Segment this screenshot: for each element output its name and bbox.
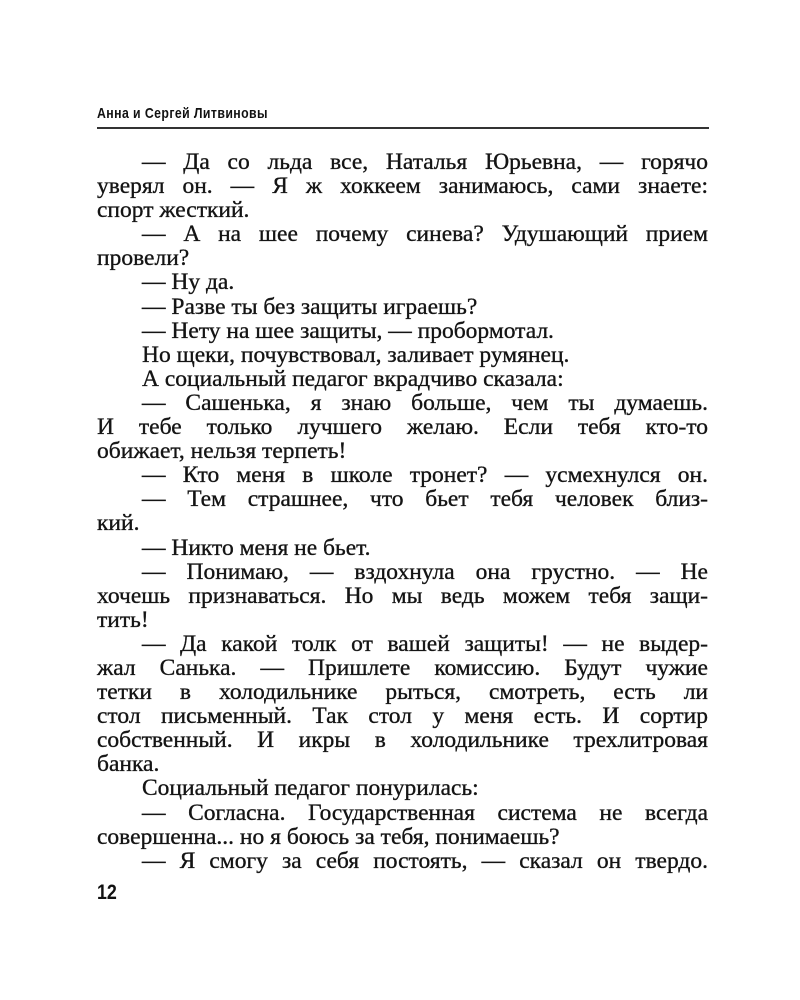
page-number: 12 <box>97 881 117 904</box>
text-line: Социальный педагог понурилась: <box>142 775 479 802</box>
text-line: — Согласна. Государственная система не всегда <box>142 799 708 826</box>
text-line: совершенна... но я боюсь за тебя, понимаешь? <box>97 823 560 850</box>
text-line: — А на шее почему синева? Удушающий прием <box>142 221 708 248</box>
running-header: Анна и Сергей Литвиновы <box>97 105 268 122</box>
text-line: тетки в холодильнике рыться, смотреть, есть ли <box>97 679 708 706</box>
text-line: провели? <box>97 245 190 272</box>
text-line: — Да какой толк от вашей защиты! — не выдер- <box>142 630 708 657</box>
text-line: — Понимаю, — вздохнула она грустно. — Не <box>142 558 708 585</box>
text-line: собственный. И икры в холодильнике трехлитровая <box>97 727 708 754</box>
text-line: — Да со льда все, Наталья Юрьевна, — горячо <box>142 149 708 175</box>
text-line: хочешь признаваться. Но мы ведь можем тебя защи- <box>97 582 708 609</box>
text-line: И тебе только лучшего желаю. Если тебя кто-то <box>97 414 708 441</box>
text-line: обижает, нельзя терпеть! <box>97 438 347 465</box>
text-line: банка. <box>97 751 160 778</box>
text-line: — Разве ты без защиты играешь? <box>142 293 478 320</box>
text-line: спорт жесткий. <box>97 197 250 224</box>
text-line: жал Санька. — Пришлете комиссию. Будут чужие <box>97 654 708 681</box>
text-line: стол письменный. Так стол у меня есть. И сортир <box>97 703 708 730</box>
text-line: уверял он. — Я ж хоккеем занимаюсь, сами знаете: <box>97 173 708 200</box>
text-line: кий. <box>97 510 140 537</box>
text-line: — Ну да. <box>142 269 235 296</box>
header-rule <box>97 127 709 129</box>
text-line: — Я смогу за себя постоять, — сказал он твердо. <box>142 847 708 874</box>
text-line: — Тем страшнее, что бьет тебя человек близ- <box>142 486 708 513</box>
text-line: А социальный педагог вкрадчиво сказала: <box>142 365 564 392</box>
text-line: — Сашенька, я знаю больше, чем ты думаешь. <box>142 389 708 416</box>
text-line: Но щеки, почувствовал, заливает румянец. <box>142 341 570 368</box>
text-line: — Нету на шее защиты, — пробормотал. <box>142 317 554 344</box>
text-line: тить! <box>97 606 149 633</box>
text-line: — Кто меня в школе тронет? — усмехнулся он. <box>142 462 708 489</box>
page-body-text <box>97 150 708 873</box>
text-line: — Никто меня не бьет. <box>142 534 371 561</box>
